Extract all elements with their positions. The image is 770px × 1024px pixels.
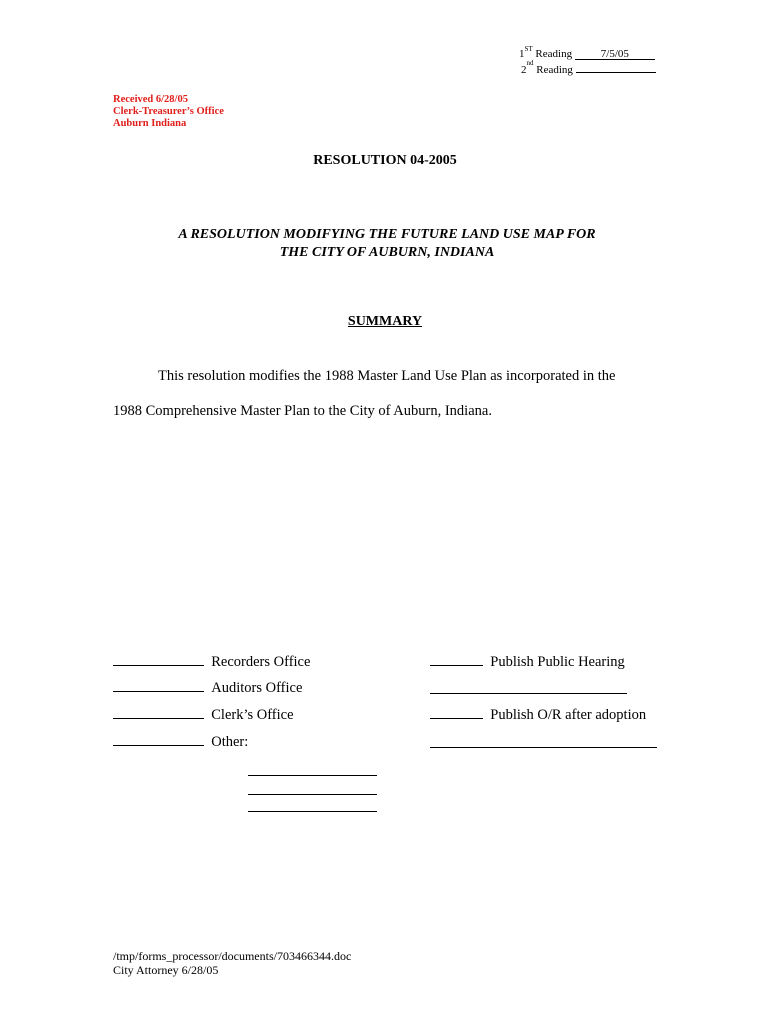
second-reading-superscript: nd	[526, 59, 534, 67]
summary-heading: SUMMARY	[347, 314, 423, 329]
received-stamp	[113, 94, 224, 130]
distribution-blank	[113, 733, 204, 746]
attorney-note: City Attorney 6/28/05	[113, 963, 219, 977]
distribution-blank	[430, 706, 483, 719]
other-blank-line-1	[248, 775, 377, 776]
publish-hearing-item	[430, 653, 625, 671]
document-path: /tmp/forms_processor/documents/703466344.doc	[113, 949, 352, 963]
clerks-office-label: Clerk’s Office	[211, 707, 294, 723]
stamp-received-date: Received 6/28/05	[113, 94, 188, 105]
distribution-blank	[113, 653, 204, 666]
distribution-blank	[113, 706, 204, 719]
publish-after-adoption-label: Publish O/R after adoption	[490, 707, 647, 723]
first-reading-line	[519, 47, 655, 61]
body-line-2: 1988 Comprehensive Master Plan to the City of Auburn, Indiana.	[113, 403, 492, 419]
first-reading-date: 7/5/05	[575, 48, 655, 60]
distribution-item	[113, 653, 310, 671]
resolution-title: RESOLUTION 04-2005	[313, 153, 457, 168]
stamp-location: Auburn Indiana	[113, 118, 187, 129]
first-reading-label: Reading	[535, 48, 573, 60]
first-reading-number: 1	[519, 48, 525, 60]
distribution-blank	[113, 679, 204, 692]
body-line-1: This resolution modifies the 1988 Master Land Use Plan as incorporated in the	[158, 368, 616, 384]
second-reading-number: 2	[521, 64, 527, 76]
auditors-office-label: Auditors Office	[211, 680, 303, 696]
document-footer	[113, 949, 351, 977]
publish-adoption-item	[430, 706, 646, 724]
right-blank-line-1	[430, 693, 627, 694]
resolution-subtitle	[0, 226, 770, 262]
other-blank-line-3	[248, 811, 377, 812]
second-reading-line	[521, 61, 656, 77]
second-reading-label: Reading	[536, 64, 573, 76]
right-blank-line-2	[430, 747, 657, 748]
subtitle-line-2: THE CITY OF AUBURN, INDIANA	[279, 245, 495, 260]
distribution-item	[113, 679, 302, 697]
second-reading-blank	[576, 61, 656, 73]
distribution-blank	[430, 653, 483, 666]
distribution-item	[113, 733, 248, 751]
recorders-office-label: Recorders Office	[211, 654, 311, 670]
subtitle-line-1: A RESOLUTION MODIFYING THE FUTURE LAND USE MAP FOR	[178, 227, 596, 242]
stamp-office: Clerk-Treasurer’s Office	[113, 106, 224, 117]
first-reading-superscript: ST	[524, 45, 533, 53]
publish-public-hearing-label: Publish Public Hearing	[490, 654, 625, 670]
other-label: Other:	[211, 734, 249, 750]
other-blank-line-2	[248, 794, 377, 795]
distribution-item	[113, 706, 294, 724]
